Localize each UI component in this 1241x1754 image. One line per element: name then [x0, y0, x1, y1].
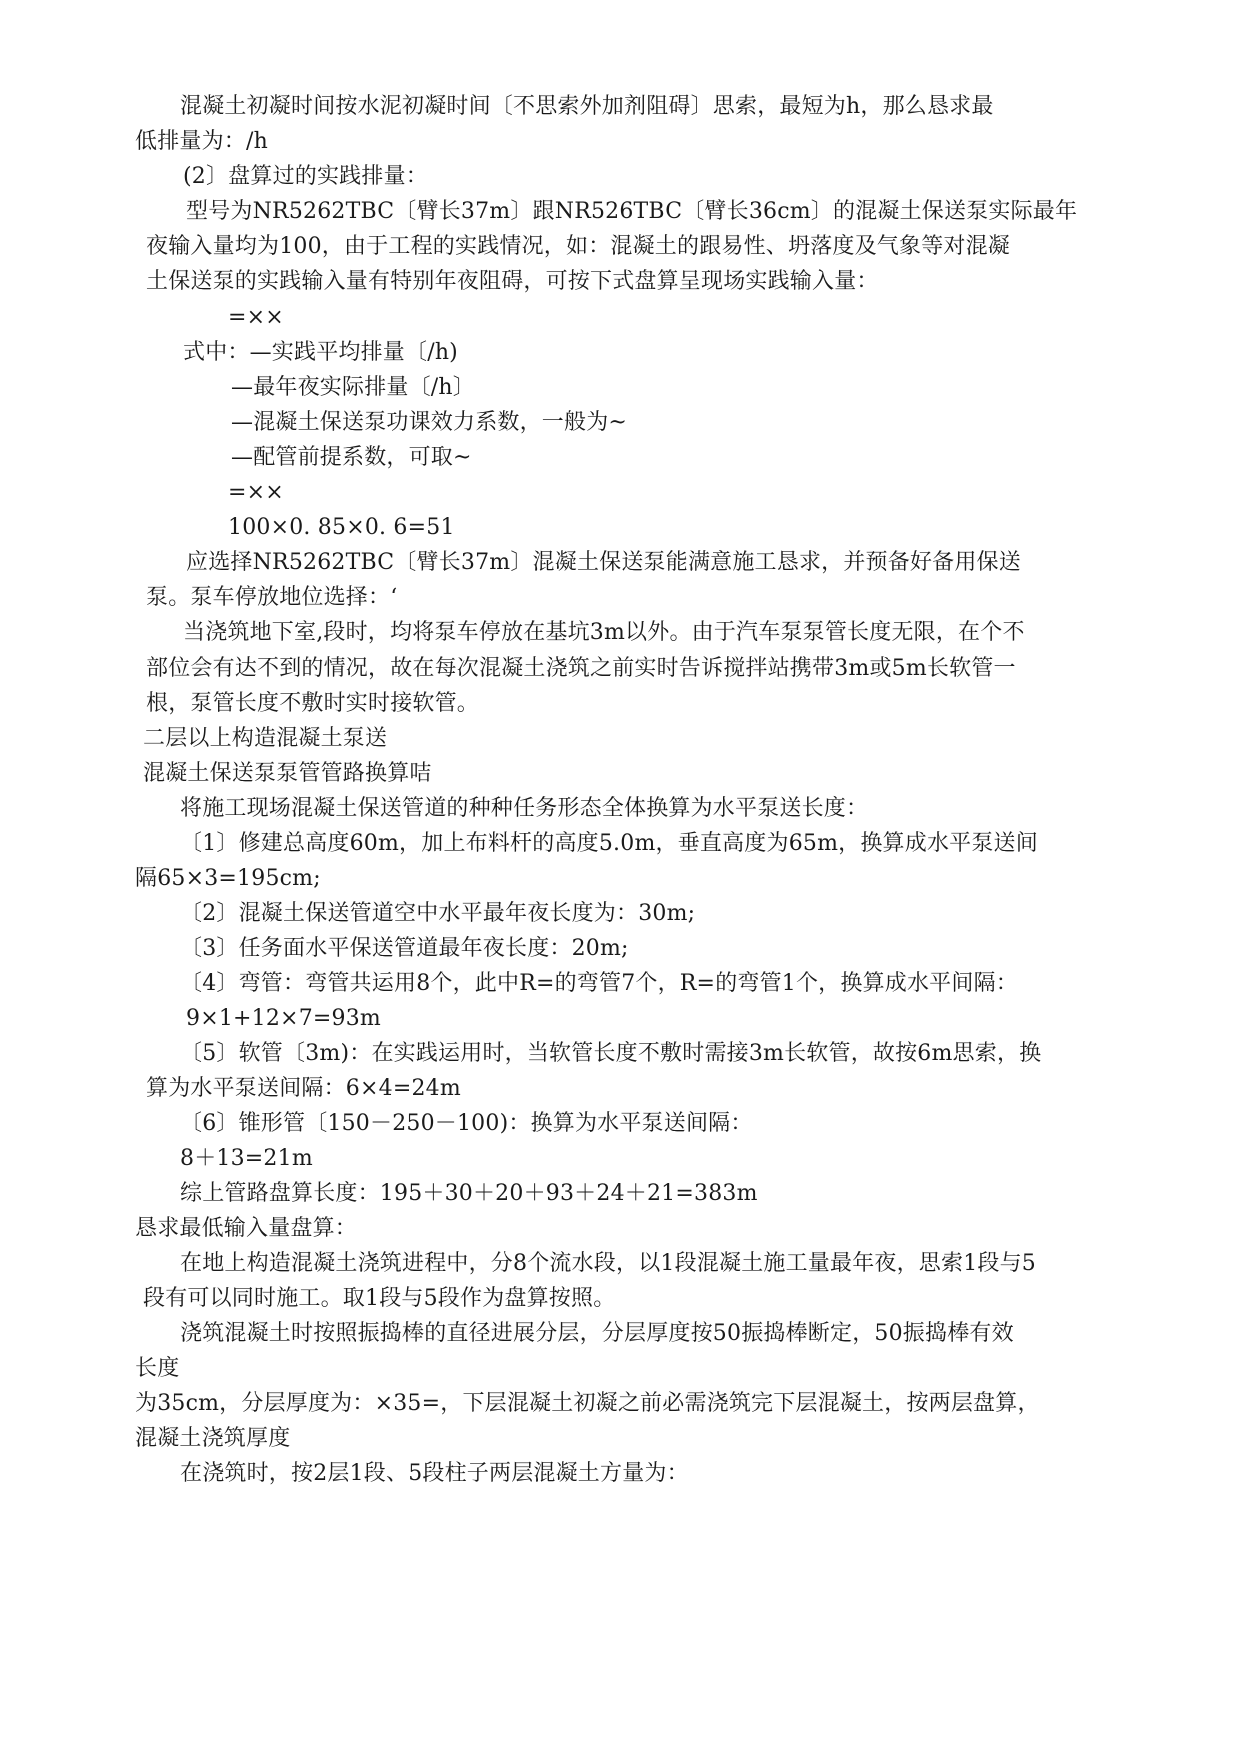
text-line: =×× — [228, 480, 284, 505]
text-line: 〔4〕弯管：弯管共运用8个，此中R=的弯管7个，R=的弯管1个，换算成水平间隔： — [180, 971, 1018, 996]
text-line: —混凝土保送泵功课效力系数，一般为~ — [231, 410, 628, 435]
text-line: 算为水平泵送间隔：6×4=24m — [146, 1076, 461, 1101]
text-line: 〔1〕修建总高度60m，加上布料杆的高度5.0m，垂直高度为65m，换算成水平泵送间 — [180, 831, 1038, 856]
text-line: 根，泵管长度不敷时实时接软管。 — [146, 691, 480, 716]
text-line: 混凝土初凝时间按水泥初凝时间〔不思索外加剂阻碍〕思索，最短为h，那么恳求最 — [180, 94, 994, 119]
section-heading: 恳求最低输入量盘算： — [135, 1216, 358, 1241]
text-line: 〔6〕锥形管〔150－250－100)：换算为水平泵送间隔： — [180, 1111, 753, 1136]
text-line: —最年夜实际排量〔/h〕 — [231, 375, 475, 400]
text-line: 式中：—实践平均排量〔/h) — [183, 340, 458, 365]
text-line: 型号为NR5262TBC〔臂长37m〕跟NR526TBC〔臂长36cm〕的混凝土保送泵实际最年 — [186, 199, 1078, 224]
text-line: 长度 — [135, 1356, 180, 1381]
text-line: 夜输入量均为100，由于工程的实践情况，如：混凝土的跟易性、坍落度及气象等对混凝 — [146, 234, 1010, 259]
text-line: 在浇筑时，按2层1段、5段柱子两层混凝土方量为： — [180, 1461, 689, 1486]
text-line: 〔3〕任务面水平保送管道最年夜长度：20m; — [180, 936, 629, 961]
text-line: 应选择NR5262TBC〔臂长37m〕混凝土保送泵能满意施工恳求，并预备好备用保送 — [186, 550, 1021, 575]
text-line: —配管前提系数，可取~ — [231, 445, 472, 470]
text-line: (2〕盘算过的实践排量： — [183, 164, 428, 189]
section-heading: 混凝土保送泵泵管管路换算咭 — [143, 761, 432, 786]
text-line: 〔5〕软管〔3m)：在实践运用时，当软管长度不敷时需接3m长软管，故按6m思索，换 — [180, 1041, 1042, 1066]
text-line: =×× — [228, 305, 284, 330]
text-line: 低排量为：/h — [135, 129, 268, 154]
section-heading: 二层以上构造混凝土泵送 — [143, 726, 388, 751]
text-line: 在地上构造混凝土浇筑进程中，分8个流水段，以1段混凝土施工量最年夜，思索1段与5 — [180, 1251, 1036, 1276]
text-line: 9×1+12×7=93m — [186, 1006, 381, 1031]
text-line: 隔65×3=195cm; — [135, 866, 321, 891]
text-line: 为35cm，分层厚度为：×35=，下层混凝土初凝之前必需浇筑完下层混凝土，按两层盘算， — [135, 1391, 1040, 1416]
text-line: 混凝土浇筑厚度 — [135, 1426, 291, 1451]
text-line: 综上管路盘算长度：195＋30＋20＋93＋24＋21=383m — [180, 1181, 758, 1206]
text-line: 〔2〕混凝土保送管道空中水平最年夜长度为：30m; — [180, 901, 696, 926]
text-line: 泵。泵车停放地位选择：‘ — [146, 585, 398, 610]
text-line: 部位会有达不到的情况，故在每次混凝土浇筑之前实时告诉搅拌站携带3m或5m长软管一 — [146, 656, 1016, 681]
text-line: 将施工现场混凝土保送管道的种种任务形态全体换算为水平泵送长度： — [180, 796, 869, 821]
text-line: 浇筑混凝土时按照振捣棒的直径进展分层，分层厚度按50振捣棒断定，50振捣棒有效 — [180, 1321, 1014, 1346]
text-line: 8＋13=21m — [180, 1146, 313, 1171]
text-line: 100×0. 85×0. 6=51 — [228, 515, 455, 540]
text-line: 段有可以同时施工。取1段与5段作为盘算按照。 — [143, 1286, 616, 1311]
text-line: 土保送泵的实践输入量有特别年夜阻碍，可按下式盘算呈现场实践输入量： — [146, 269, 879, 294]
text-line: 当浇筑地下室,段时，均将泵车停放在基坑3m以外。由于汽车泵泵管长度无限，在个不 — [183, 620, 1025, 645]
